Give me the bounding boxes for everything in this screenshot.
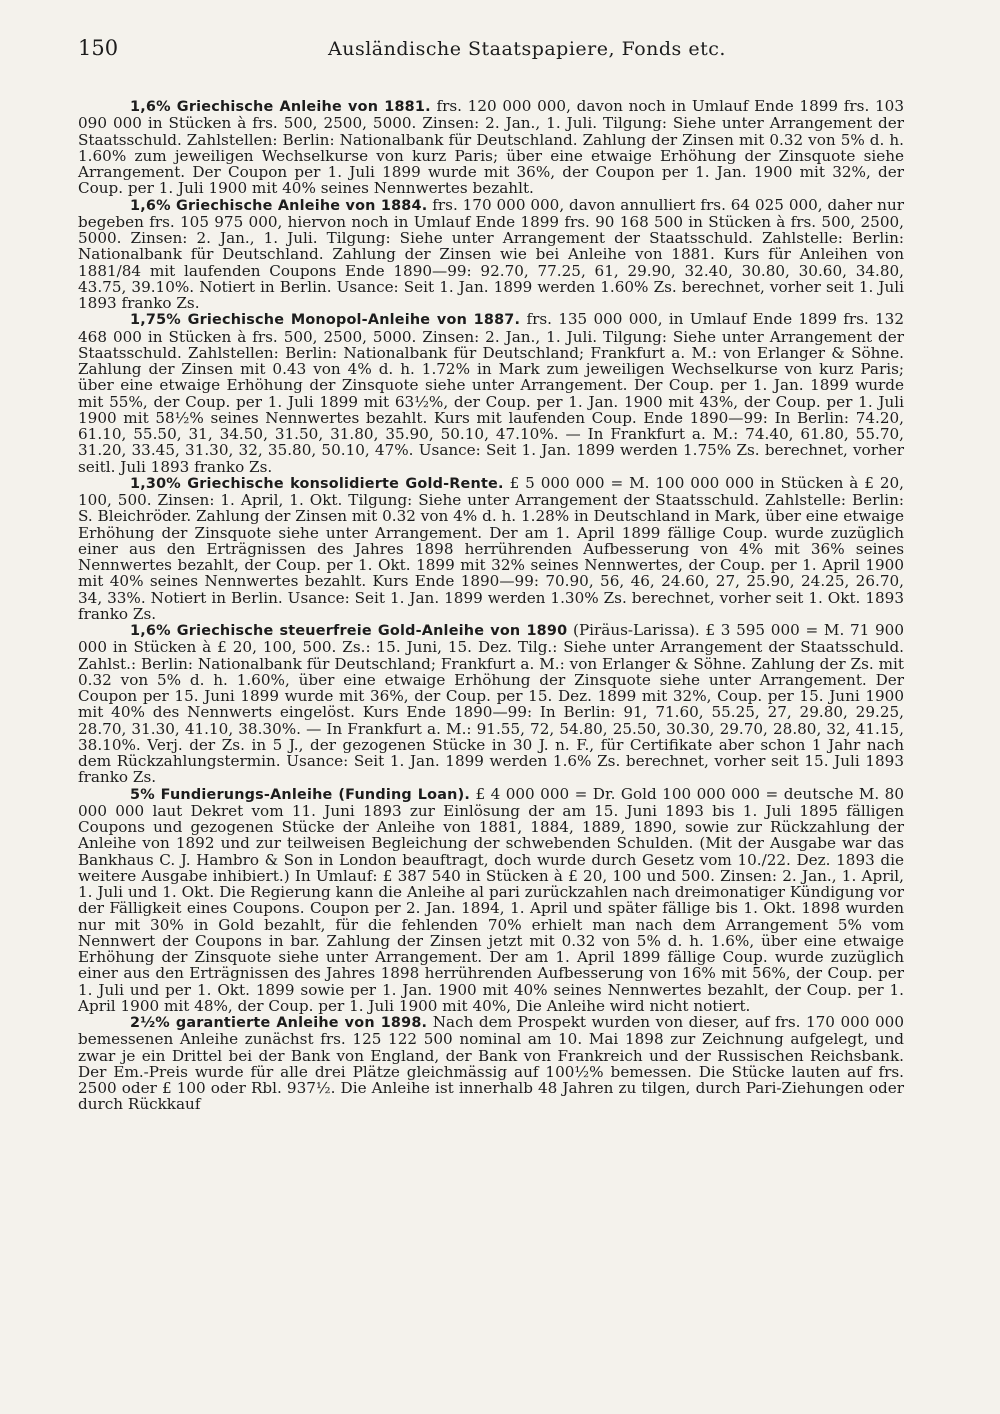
- entry-title: 1,6% Griechische steuerfreie Gold-Anleihe von 1890: [130, 623, 568, 639]
- entry-gold-rente: [78, 475, 904, 622]
- entry-text: frs. 170 000 000, davon annulliert frs. 64 025 000, daher nur begeben frs. 105 975 000, hiervon noch in Umlauf Ende 1899 frs. 90 168 500 in Stücken à frs. 500, 2500, 5000. Zinsen: 2. Jan., 1. Juli. Tilgung: Siehe unter Arrangement der Staatsschuld. Zahlstelle: Berlin: Nationalbank für Deutschland. Zahlung der Zinsen wie bei Anleihe von 1881. Kurs für Anleihen von 1881/84 mit laufenden Coupons Ende 1890—99: 92.70, 77.25, 61, 29.90, 32.40, 30.80, 30.60, 34.80, 43.75, 39.10%. Notiert in Berlin. Usance: Seit 1. Jan. 1899 werden 1.60% Zs. berechnet, vorher seit 1. Juli 1893 franko Zs.: [78, 195, 905, 312]
- entry-text: frs. 135 000 000, in Umlauf Ende 1899 frs. 132 468 000 in Stücken à frs. 500, 2500, 5000. Zinsen: 2. Jan., 1. Juli. Tilgung: Siehe unter Arrangement der Staatsschuld. Zahlstellen: Berlin: Nationalbank für Deutschland; Frankfurt a. M.: von Erlanger & Söhne. Zahlung der Zinsen mit 0.43 von 4% d. h. 1.72% in Mark zum jeweiligen Wechselkurse von kurz Paris; über eine etwaige Erhöhung der Zinsquote siehe unter Arrangement. Der Coup. per 1. Jan. 1899 wurde mit 55%, der Coup. per 1. Juli 1899 mit 63½%, der Coup. per 1. Jan. 1900 mit 43%, der Coup. per 1. Juli 1900 mit 58½% seines Nennwertes bezahlt. Kurs mit laufenden Coup. Ende 1890—99: In Berlin: 74.20, 61.10, 55.50, 31, 34.50, 31.50, 31.80, 35.90, 50.10, 47.10%. — In Frankfurt a. M.: 74.40, 61.80, 55.70, 31.20, 33.45, 31.30, 32, 35.80, 50.10, 47%. Usance: Seit 1. Jan. 1899 werden 1.75% Zs. berechnet, vorher seitl. Juli 1893 franko Zs.: [78, 310, 905, 476]
- entry-text: £ 5 000 000 = M. 100 000 000 in Stücken à £ 20, 100, 500. Zinsen: 1. April, 1. Okt. Tilgung: Siehe unter Arrangement der Staatsschuld. Zahlstelle: Berlin: S. Bleichröder. Zahlung der Zinsen mit 0.32 von 4% d. h. 1.28% in Deutschland in Mark, über eine etwaige Erhöhung der Zinsquote siehe unter Arrangement. Der am 1. April 1899 fällige Coup. wurde zuzüglich einer aus den Erträgnissen des Jahres 1898 herrührenden Aufbesserung von 4% mit 36% seines Nennwertes bezahlt, der Coup. per 1. Okt. 1899 mit 32% seines Nennwertes, der Coup. per 1. April 1900 mit 40% seines Nennwertes bezahlt. Kurs Ende 1890—99: 70.90, 56, 46, 24.60, 27, 25.90, 24.25, 26.70, 34, 33%. Notiert in Berlin. Usance: Seit 1. Jan. 1899 werden 1.30% Zs. berechnet, vorher seit 1. Okt. 1893 franko Zs.: [78, 473, 904, 623]
- entry-title: 1,75% Griechische Monopol-Anleihe von 1887.: [130, 312, 521, 329]
- entry-funding-loan: [78, 786, 904, 1015]
- entry-text: frs. 120 000 000, davon noch in Umlauf Ende 1899 frs. 103 090 000 in Stücken à frs. 500, 2500, 5000. Zinsen: 2. Jan., 1. Juli. Tilgung: Siehe unter Arrangement der Staatsschuld. Zahlstellen: Berlin: Nationalbank für Deutschland. Zahlung der Zinsen mit 0.32 von 5% d. h. 1.60% zum jeweiligen Wechselkurse von kurz Paris; über eine etwaige Erhöhung der Zinsquote siehe Arrangement. Der Coupon per 1. Juli 1899 wurde mit 36%, der Coupon per 1. Jan. 1900 mit 32%, der Coup. per 1. Juli 1900 mit 40% seines Nennwertes bezahlt.: [78, 97, 904, 198]
- entry-monopol-anleihe-1887: [78, 311, 904, 475]
- page-number: 150: [78, 36, 119, 60]
- entry-anleihe-1898: [78, 1014, 904, 1113]
- entry-title: 1,6% Griechische Anleihe von 1884.: [130, 197, 428, 214]
- entry-text: (Piräus-Larissa). £ 3 595 000 = M. 71 900 000 in Stücken à £ 20, 100, 500. Zs.: 15. Juni, 15. Dez. Tilg.: Siehe unter Arrangement der Staatsschuld. Zahlst.: Berlin: Nationalbank für Deutschland; Frankfurt a. M.: von Erlanger & Söhne. Zahlung der Zs. mit 0.32 von 5% d. h. 1.60%, über eine etwaige Erhöhung der Zinsquote siehe unter Arrangement. Der Coupon per 15. Juni 1899 wurde mit 36%, der Coup. per 15. Dez. 1899 mit 32%, Coup. per 15. Juni 1900 mit 40% des Nennwerts eingelöst. Kurs Ende 1890—99: In Berlin: 91, 71.60, 55.25, 27, 29.80, 29.25, 28.70, 31.30, 41.10, 38.30%. — In Frankfurt a. M.: 91.55, 72, 54.80, 25.50, 30.30, 29.70, 28.80, 32, 41.15, 38.10%. Verj. der Zs. in 5 J., der gezogenen Stücke in 30 J. n. F., für Certifikate aber schon 1 Jahr nach dem Rückzahlungstermin. Usance: Seit 1. Jan. 1899 werden 1.6% Zs. berechnet, vorher seit 15. Juli 1893 franko Zs.: [78, 621, 904, 787]
- entry-anleihe-1881: [78, 98, 904, 197]
- entry-title: 2½% garantierte Anleihe von 1898.: [130, 1015, 428, 1031]
- page-header: [78, 36, 904, 66]
- entry-gold-anleihe-1890: [78, 622, 904, 786]
- entry-text: £ 4 000 000 = Dr. Gold 100 000 000 = deutsche M. 80 000 000 laut Dekret vom 11. Juni 1893 zur Einlösung der am 15. Juni 1893 bis 1. Juli 1895 fälligen Coupons und gezogenen Stücke der Anleihe von 1881, 1884, 1889, 1890, sowie zur Rückzahlung der Anleihe von 1892 und zur teilweisen Begleichung der schwebenden Schulden. (Mit der Ausgabe war das Bankhaus C. J. Hambro & Son in London beauftragt, doch wurde durch Gesetz vom 10./22. Dez. 1893 die weitere Ausgabe inhibiert.) In Umlauf: £ 387 540 in Stücken à £ 20, 100 und 500. Zinsen: 2. Jan., 1. April, 1. Juli und 1. Okt. Die Regierung kann die Anleihe al pari zurückzahlen nach dreimonatiger Kündigung vor der Fälligkeit eines Coupons. Coupon per 2. Jan. 1894, 1. April und später fällige bis 1. Okt. 1898 wurden nur mit 30% in Gold bezahlt, für die fehlenden 70% erhielt man nach dem Arrangement 5% vom Nennwert der Coupons in bar. Zahlung der Zinsen jetzt mit 0.32 von 5% d. h. 1.6%, über eine etwaige Erhöhung der Zinsquote siehe unter Arrangement. Der am 1. April 1899 fällige Coup. wurde zuzüglich einer aus den Erträgnissen des Jahres 1898 herrührenden Aufbesserung von 16% mit 56%, der Coup. per 1. Juli und per 1. Okt. 1899 sowie per 1. Jan. 1900 mit 40% seines Nennwertes bezahlt, der Coup. per 1. April 1900 mit 48%, der Coup. per 1. Juli 1900 mit 40%, Die Anleihe wird nicht notiert.: [78, 784, 904, 1015]
- running-head: Ausländische Staatspapiere, Fonds etc.: [328, 38, 726, 60]
- entry-title: 5% Fundierungs-Anleihe (Funding Loan).: [130, 786, 471, 803]
- entry-title: 1,30% Griechische konsolidierte Gold-Rente.: [130, 475, 504, 492]
- entry-title: 1,6% Griechische Anleihe von 1881.: [130, 99, 431, 115]
- page-content: [78, 98, 904, 1113]
- entry-text: Nach dem Prospekt wurden von dieser, auf frs. 170 000 000 bemessenen Anleihe zunächst frs. 125 122 500 nominal am 10. Mai 1898 zur Zeichnung aufgelegt, und zwar je ein Drittel bei der Bank von England, der Bank von Frankreich und der Russischen Reichsbank. Der Em.-Preis wurde für alle drei Plätze gleichmässig auf 100½% bemessen. Die Stücke lauten auf frs. 2500 oder £ 100 oder Rbl. 937½. Die Anleihe ist innerhalb 48 Jahren zu tilgen, durch Pari-Ziehungen oder durch Rückkauf: [78, 1013, 905, 1114]
- entry-anleihe-1884: [78, 197, 904, 312]
